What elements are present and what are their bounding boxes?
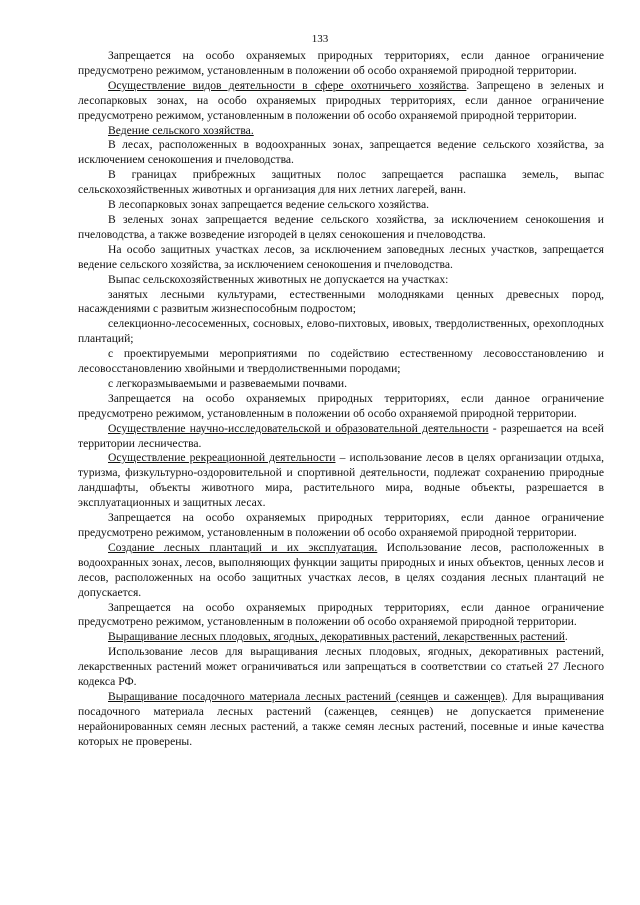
paragraph-text: с легкоразмываемыми и развеваемыми почвами. xyxy=(108,376,348,390)
paragraph-text: Выпас сельскохозяйственных животных не допускается на участках: xyxy=(108,272,449,286)
paragraph xyxy=(78,198,604,213)
paragraph-text: В лесах, расположенных в водоохранных зонах, запрещается ведение сельского хозяйства, за исключением сенокошения и пчеловодства. xyxy=(78,138,607,167)
paragraph-text: селекционно-лесосеменных, сосновых, елово-пихтовых, ивовых, твердолиственных, орехоплодных плантаций; xyxy=(78,317,607,346)
paragraph xyxy=(78,287,607,318)
paragraph xyxy=(78,391,607,422)
document-body xyxy=(78,49,607,750)
paragraph xyxy=(78,317,607,347)
paragraph xyxy=(78,273,604,288)
paragraph-text: - разрешается на всей территории лесничества. xyxy=(78,421,607,450)
paragraph xyxy=(78,689,607,750)
paragraph-text: – использование лесов в целях организации отдыха, туризма, физкультурно-оздоровительной и спортивной деятельности, подлежат сохранению природные ландшафты, объекты животного мира, растительного мира, водные объекты, разрешается в эксплуатационных и защитных лесах. xyxy=(78,451,607,510)
paragraph xyxy=(78,242,607,273)
paragraph-text: В границах прибрежных защитных полос запрещается распашка земель, выпас сельскохозяйственных животных и организация для них летних лагерей, ванн. xyxy=(78,168,607,197)
paragraph-heading: Осуществление рекреационной деятельности xyxy=(108,451,336,465)
paragraph xyxy=(78,377,604,392)
paragraph-heading: Выращивание посадочного материала лесных растений (сеянцев и саженцев) xyxy=(108,689,505,703)
paragraph-heading: Осуществление видов деятельности в сфере охотничьего хозяйства xyxy=(108,78,467,92)
paragraph-text: В зеленых зонах запрещается ведение сельского хозяйства, за исключением сенокошения и пчеловодства, а также возведение изгородей в целях сенокошения и пчеловодства. xyxy=(78,212,607,241)
paragraph-text: Использование лесов для выращивания лесных плодовых, ягодных, декоративных растений, лекарственных растений может ограничиваться или запрещаться в соответствии со статьей 27 Лесного кодекса РФ. xyxy=(78,645,607,689)
paragraph-text: . Для выращивания посадочного материала лесных растений (саженцев, сеянцев) не допускается применение нерайонированных семян лесных растений, а также семян лесных растений, посевные и иные качества которых не проверены. xyxy=(78,689,607,748)
paragraph xyxy=(78,138,607,168)
paragraph xyxy=(78,124,604,139)
paragraph xyxy=(78,421,607,452)
page-number: 133 xyxy=(311,33,329,45)
paragraph-text: В лесопарковых зонах запрещается ведение сельского хозяйства. xyxy=(108,198,430,212)
paragraph xyxy=(78,78,607,124)
paragraph-text: Запрещается на особо охраняемых природных территориях, если данное ограничение предусмотрено режимом, установленным в положении об особо охраняемой природной территории. xyxy=(78,511,607,539)
paragraph xyxy=(78,645,607,690)
paragraph-text: . xyxy=(564,630,568,644)
paragraph-text: с проектируемыми мероприятиями по содействию естественному лесовосстановлению и лесовосстановлению хвойными и твердолиственными породами; xyxy=(78,347,607,376)
paragraph xyxy=(78,630,604,645)
paragraph-text: Использование лесов, расположенных в водоохранных зонах, лесов, выполняющих функции защиты природных и иных объектов, ценных лесов и лесов, расположенных на особо защитных участках лесов, в целях создания лесных плантаций не допускается. xyxy=(78,540,607,599)
paragraph-heading: Выращивание лесных плодовых, ягодных, декоративных растений, лекарственных растений xyxy=(108,630,565,644)
paragraph-text: занятых лесными культурами, естественными молодняками ценных древесных пород, насаждениями с развитым жизнеспособным подростом; xyxy=(78,287,607,316)
paragraph xyxy=(78,451,607,511)
paragraph-text: Запрещается на особо охраняемых природных территориях, если данное ограничение предусмотрено режимом, установленным в положении об особо охраняемой природной территории. xyxy=(78,391,607,420)
paragraph-text: Запрещается на особо охраняемых природных территориях, если данное ограничение предусмотрено режимом, установленным в положении об особо охраняемой природной территории. xyxy=(78,600,607,629)
paragraph-text: На особо защитных участках лесов, за исключением заповедных лесных участков, запрещается ведение сельского хозяйства, за исключением сенокошения и пчеловодства. xyxy=(78,242,607,271)
paragraph-heading: Осуществление научно-исследовательской и образовательной деятельности xyxy=(108,421,489,435)
paragraph xyxy=(78,49,607,79)
paragraph-heading: Ведение сельского хозяйства. xyxy=(108,123,254,137)
paragraph xyxy=(78,540,607,601)
paragraph xyxy=(78,600,607,631)
paragraph xyxy=(78,347,607,377)
paragraph xyxy=(78,168,607,198)
paragraph xyxy=(78,511,607,541)
paragraph-text: . Запрещено в зеленых и лесопарковых зонах, на особо охраняемых природных территориях, если данное ограничение предусмотрено режимом, установленным в положении об особо охраняемой природной территории. xyxy=(78,78,607,122)
paragraph-heading: Создание лесных плантаций и их эксплуатация. xyxy=(108,540,378,554)
paragraph-text: Запрещается на особо охраняемых природных территориях, если данное ограничение предусмотрено режимом, установленным в положении об особо охраняемой природной территории. xyxy=(78,49,607,77)
paragraph xyxy=(78,212,607,243)
